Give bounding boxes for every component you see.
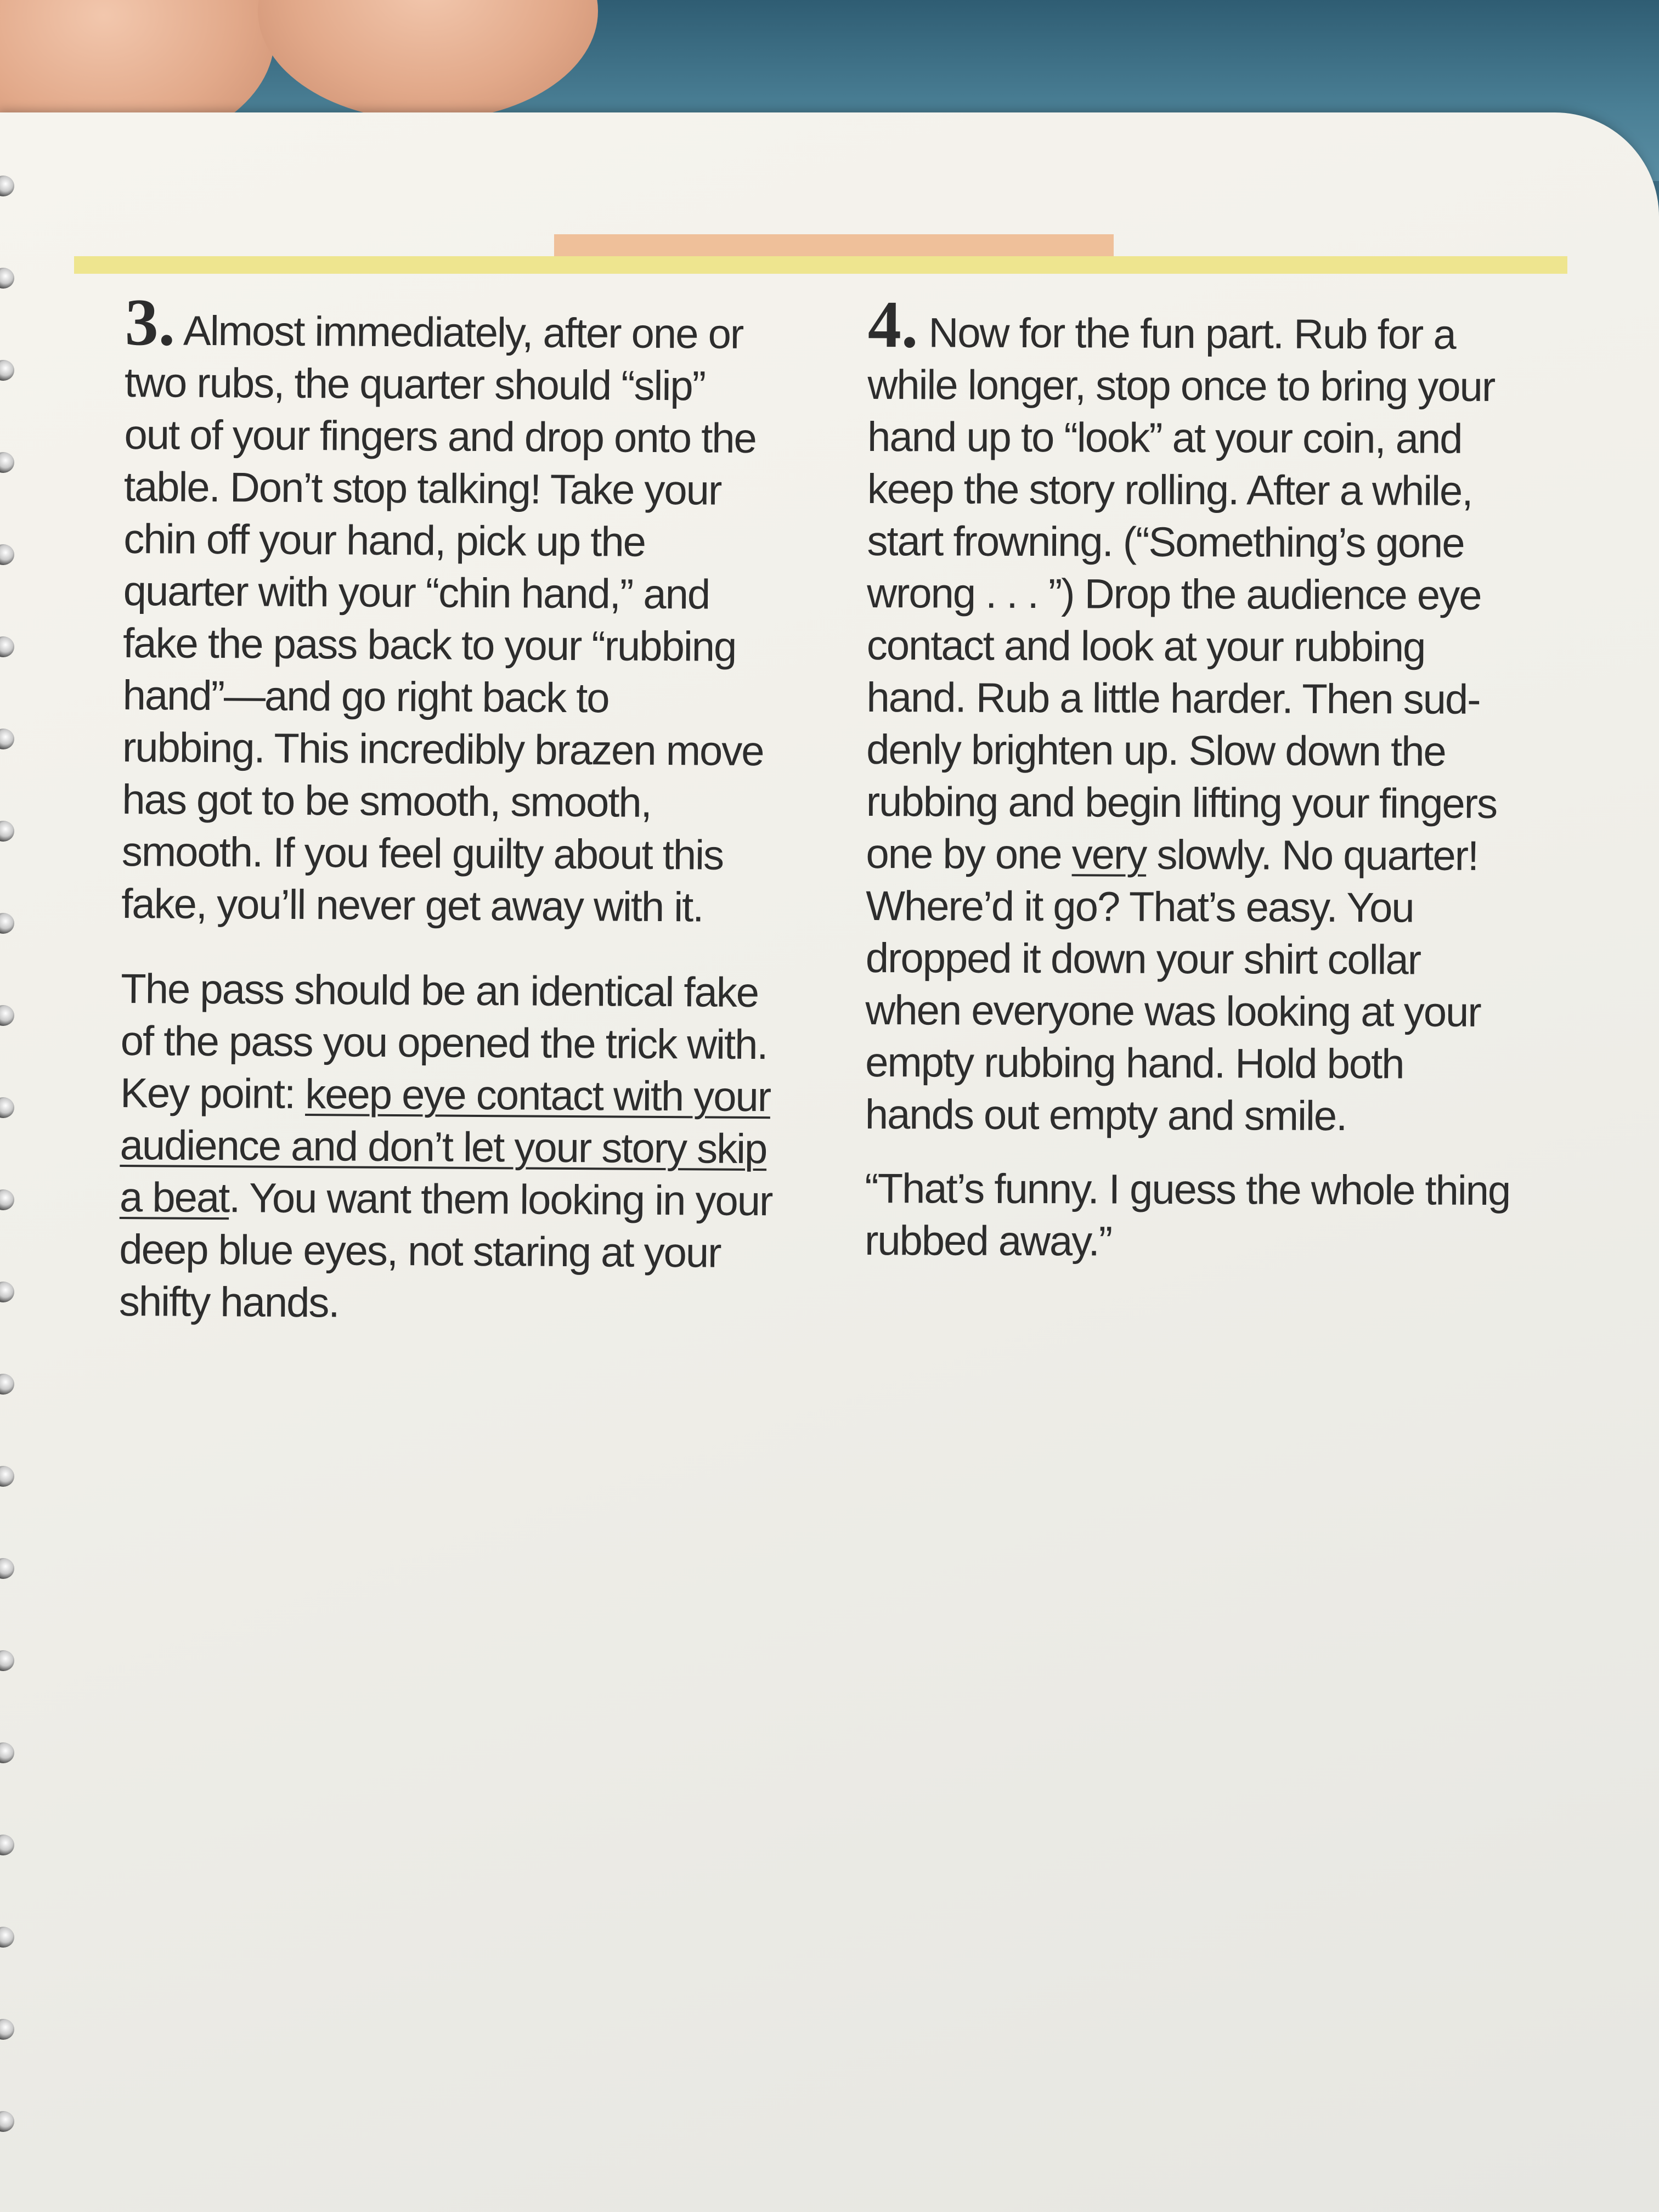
key-point-underlined: keep eye contact with your [305,1071,771,1121]
step-3-line: fake the pass back to your “rubbing [122,619,736,670]
spiral-ring [0,913,14,934]
spiral-ring [0,1742,14,1763]
spiral-ring [0,544,14,565]
step-3-line: smooth. If you feel guilty about this [121,828,724,879]
step-4-line: contact and look at your rubbing [866,622,1425,671]
spiral-ring [0,452,14,473]
spiral-ring [0,1650,14,1671]
spiral-ring [0,1005,14,1026]
step-4-line: empty rubbing hand. Hold both [865,1039,1404,1088]
very-underlined: very [1071,831,1147,878]
key-point-underlined: a beat [119,1173,229,1222]
spiral-ring [0,1927,14,1948]
step-3-column [119,285,838,1332]
step-4-first-line [867,287,1581,362]
spiral-ring [0,360,14,381]
spiral-ring [0,1558,14,1579]
spiral-ring [0,1282,14,1302]
step-3-line: chin off your hand, pick up the [123,515,646,566]
step-3-line: table. Don’t stop talking! Take your [123,463,721,514]
step-4-line: keep the story rolling. After a while, [867,465,1472,515]
spiral-ring [0,176,14,196]
spiral-ring [0,1097,14,1118]
step-4-quote-line: rubbed away.” [864,1217,1112,1265]
step-3-p2-line: of the pass you opened the trick with. [120,1017,768,1069]
header-band-yellow [74,256,1567,274]
header-band-pink [554,234,1114,256]
spiral-binding [0,112,22,2212]
step-3-line: fake, you’ll never get away with it. [121,880,703,931]
step-3-line: hand”—and go right back to [122,672,609,722]
book-page [0,112,1659,2212]
step-4-line: while longer, stop once to bring your [867,361,1495,410]
paragraph-gap [865,1141,1578,1165]
spiral-ring [0,821,14,842]
step-4-line: denly brighten up. Slow down the [866,726,1446,775]
step-3-line: rubbing. This incredibly brazen move [122,724,764,775]
spiral-ring [0,1466,14,1487]
spiral-ring [0,2111,14,2132]
step-3-p2-line: shifty hands. [119,1278,339,1327]
spiral-ring [0,268,14,289]
step-3-paragraph-2 [119,963,834,1332]
step-4-number: 4. [867,287,918,362]
step-3-first-line-text: Almost immediately, after one or [183,307,743,358]
step-4-text: slowly. No quarter! [1146,831,1479,879]
spiral-ring [0,1374,14,1395]
step-4-line: Where’d it go? That’s easy. You [866,882,1414,932]
step-4-line: rubbing and begin lifting your fingers [866,778,1497,828]
step-3-p2-line [120,1119,833,1176]
step-3-line: quarter with your “chin hand,” and [123,567,710,618]
step-4-very-line [866,828,1579,883]
step-3-line: out of your fingers and drop onto the [124,411,757,462]
step-4-column [864,287,1581,1269]
spiral-ring [0,1835,14,1855]
step-3-p2-text: . You want them looking in your [229,1175,772,1225]
spiral-ring [0,1189,14,1210]
step-4-line: dropped it down your shirt collar [865,934,1421,984]
paragraph-gap [121,930,834,967]
step-4-line: wrong . . . ”) Drop the audience eye [867,569,1481,619]
step-4-line: start frowning. (“Something’s gone [867,517,1464,567]
step-4-line: hand up to “look” at your coin, and [867,413,1462,462]
step-4-line: hand. Rub a little harder. Then sud- [866,674,1480,723]
step-4-line: when everyone was looking at your [865,986,1481,1036]
step-4-paragraph-1 [865,287,1581,1143]
spiral-ring [0,729,14,749]
step-3-number: 3. [125,285,176,360]
step-4-first-line-text: Now for the fun part. Rub for a [928,309,1455,358]
spiral-ring [0,2019,14,2040]
step-4-quote-line: “That’s funny. I guess the whole thing [865,1165,1510,1215]
step-3-p2-line [120,1171,833,1228]
spiral-ring [0,636,14,657]
step-3-p2-line: The pass should be an identical fake [121,965,759,1017]
step-3-line: has got to be smooth, smooth, [122,776,652,826]
step-3-line: two rubs, the quarter should “slip” [124,359,706,410]
key-point-underlined: audience and don’t let your story skip [120,1121,767,1173]
step-4-quote [865,1163,1578,1269]
step-3-p2-key-point-line [120,1067,834,1124]
key-point-label: Key point: [120,1069,306,1118]
step-3-paragraph-1 [121,285,838,934]
step-3-first-line [125,285,838,361]
step-4-line: hands out empty and smile. [865,1091,1347,1140]
step-4-text: one by one [866,830,1072,878]
step-3-p2-line: deep blue eyes, not staring at your [119,1226,721,1277]
